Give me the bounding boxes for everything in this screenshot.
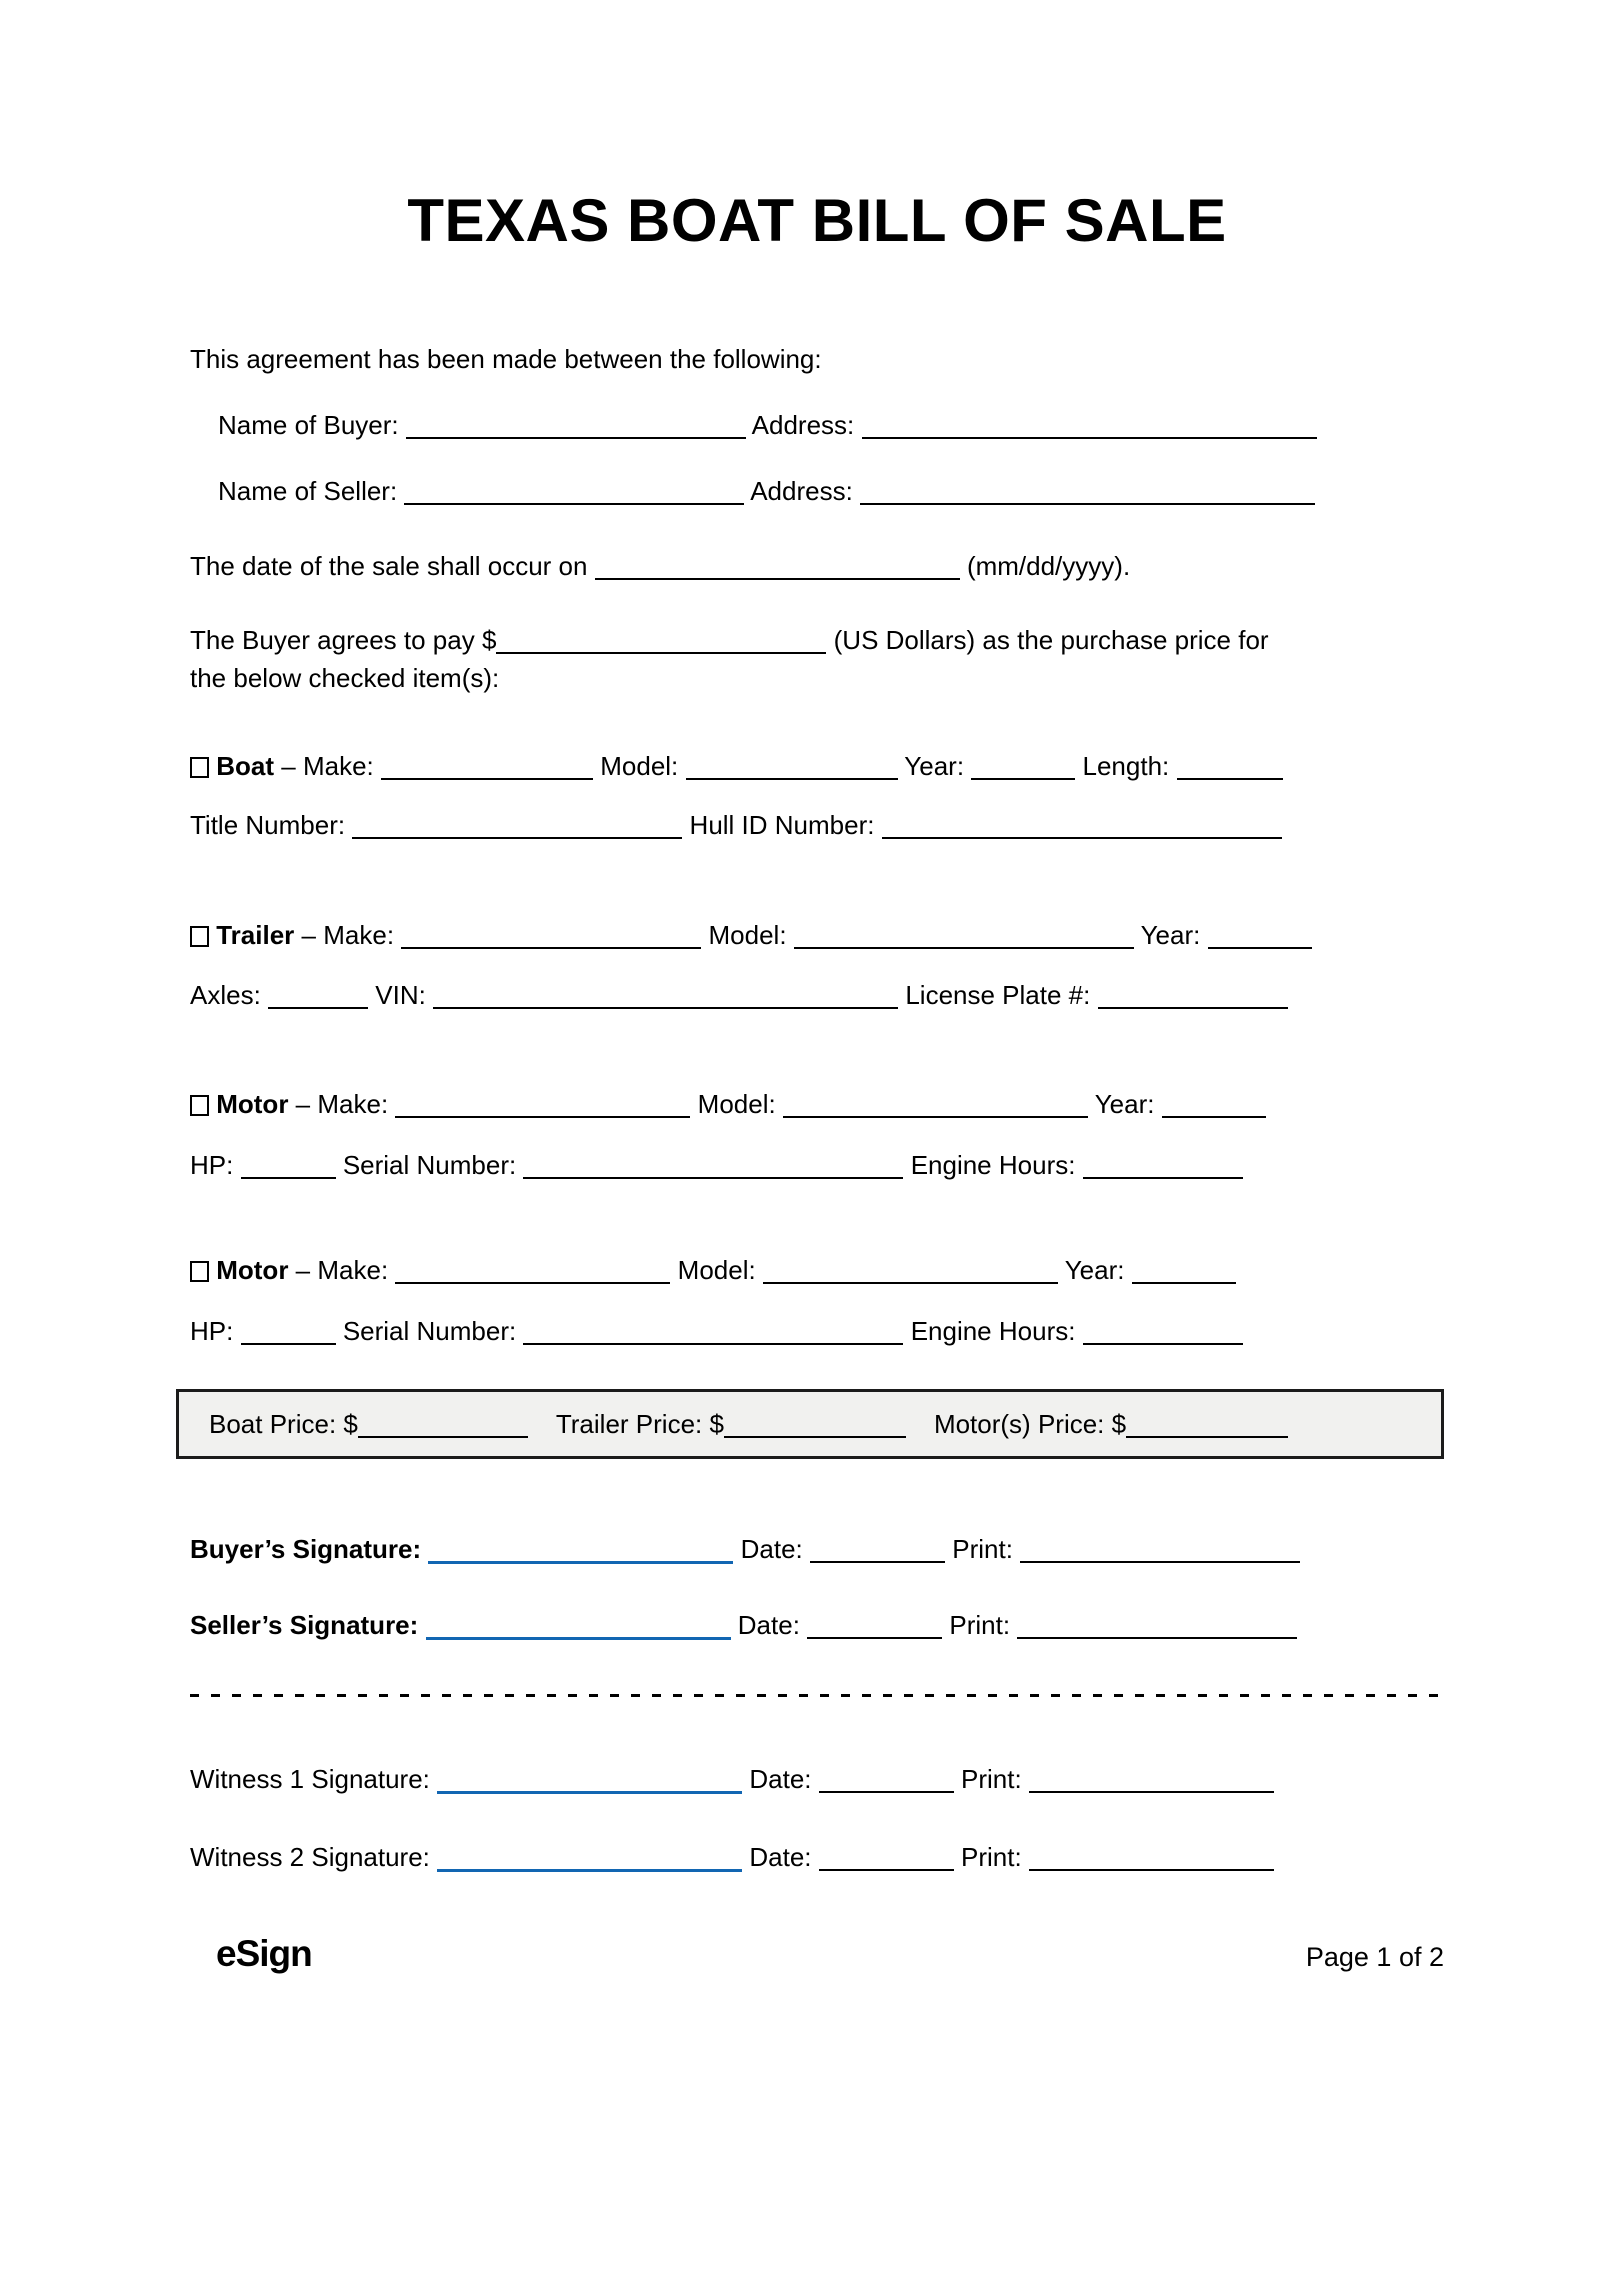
intro-label: This agreement has been made between the following: <box>190 344 822 374</box>
motor2-engine-hours-field[interactable] <box>1083 1319 1243 1345</box>
seller-signature-date-field[interactable] <box>807 1613 942 1639</box>
motor1-model-label: Model: <box>697 1088 776 1119</box>
boat-price-field[interactable] <box>358 1412 528 1438</box>
boat-make-field[interactable] <box>381 754 593 780</box>
boat-model-label: Model: <box>600 750 679 781</box>
trailer-model-field[interactable] <box>794 923 1134 949</box>
boat-hull-id-field[interactable] <box>882 813 1282 839</box>
buyer-row <box>190 409 1444 443</box>
motor2-make-field[interactable] <box>395 1258 670 1284</box>
trailer-row <box>190 919 1444 953</box>
motor2-year-field[interactable] <box>1132 1258 1236 1284</box>
seller-date-label: Date: <box>737 1609 800 1640</box>
buyer-signature-label: Buyer’s Signature: <box>190 1533 422 1564</box>
motor2-hp-field[interactable] <box>241 1319 336 1345</box>
motor2-row <box>190 1254 1444 1288</box>
boat-checkbox[interactable] <box>190 757 209 778</box>
boat-separator: – <box>281 750 296 781</box>
document-page <box>0 186 1624 1975</box>
boat-make-label: Make: <box>302 750 374 781</box>
motor1-checkbox[interactable] <box>190 1095 209 1116</box>
witness2-date-label: Date: <box>749 1842 812 1873</box>
buyer-name-field[interactable] <box>406 413 746 439</box>
trailer-license-plate-label: License Plate #: <box>905 979 1091 1010</box>
motor1-details-row <box>190 1149 1444 1183</box>
trailer-license-plate-field[interactable] <box>1098 983 1288 1009</box>
trailer-make-label: Make: <box>323 920 395 951</box>
motor1-year-field[interactable] <box>1162 1092 1266 1118</box>
boat-title-number-label: Title Number: <box>190 810 346 841</box>
seller-address-label: Address: <box>750 475 853 506</box>
sale-date-prefix: The date of the sale shall occur on <box>190 551 588 582</box>
motor1-hp-field[interactable] <box>241 1153 336 1179</box>
motor2-checkbox[interactable] <box>190 1261 209 1282</box>
seller-signature-row <box>190 1609 1444 1643</box>
payment-prefix: The Buyer agrees to pay $ <box>190 625 497 656</box>
motor2-engine-hours-label: Engine Hours: <box>910 1316 1076 1347</box>
motor2-model-field[interactable] <box>763 1258 1058 1284</box>
trailer-make-field[interactable] <box>401 923 701 949</box>
boat-year-label: Year: <box>904 750 965 781</box>
motor2-serial-label: Serial Number: <box>342 1316 517 1347</box>
seller-signature-label: Seller’s Signature: <box>190 1609 419 1640</box>
seller-row <box>190 475 1444 509</box>
trailer-vin-field[interactable] <box>433 983 898 1009</box>
motor1-make-field[interactable] <box>395 1092 690 1118</box>
boat-row <box>190 750 1444 784</box>
motor2-hp-label: HP: <box>190 1316 234 1347</box>
motor2-details-row <box>190 1315 1444 1349</box>
motor2-year-label: Year: <box>1064 1255 1125 1286</box>
intro-text <box>190 343 1444 377</box>
witness2-signature-print-field[interactable] <box>1029 1845 1274 1871</box>
motor1-serial-label: Serial Number: <box>342 1149 517 1180</box>
trailer-price-label: Trailer Price: $ <box>555 1408 724 1439</box>
payment-row <box>190 622 1444 660</box>
boat-name-label: Boat <box>216 750 275 781</box>
buyer-address-label: Address: <box>751 409 855 440</box>
motor2-name-label: Motor <box>216 1255 289 1286</box>
boat-length-field[interactable] <box>1177 754 1283 780</box>
trailer-price-field[interactable] <box>724 1412 906 1438</box>
seller-name-field[interactable] <box>404 479 744 505</box>
payment-paragraph <box>190 622 1444 697</box>
sale-date-row <box>190 550 1444 584</box>
payment-continuation: the below checked item(s): <box>190 662 500 693</box>
witness1-signature-row <box>190 1763 1444 1797</box>
witness2-print-label: Print: <box>960 1842 1022 1873</box>
sale-date-field[interactable] <box>595 554 960 580</box>
trailer-separator: – <box>301 920 316 951</box>
seller-address-field[interactable] <box>860 479 1315 505</box>
buyer-signature-row <box>190 1533 1444 1567</box>
witness1-signature-field[interactable] <box>437 1768 742 1794</box>
buyer-signature-print-field[interactable] <box>1020 1537 1300 1563</box>
motor2-separator: – <box>295 1255 311 1286</box>
boat-title-row <box>190 809 1444 843</box>
motor1-row <box>190 1088 1444 1122</box>
page-number: Page 1 of 2 <box>1305 1941 1444 1972</box>
sale-date-suffix: (mm/dd/yyyy). <box>966 551 1131 582</box>
motor1-make-label: Make: <box>317 1088 389 1119</box>
motor2-serial-number-field[interactable] <box>523 1319 903 1345</box>
trailer-year-label: Year: <box>1140 920 1201 951</box>
boat-title-number-field[interactable] <box>352 813 682 839</box>
motor1-model-field[interactable] <box>783 1092 1088 1118</box>
trailer-details-row <box>190 979 1444 1013</box>
motor2-make-label: Make: <box>317 1255 389 1286</box>
trailer-model-label: Model: <box>708 920 787 951</box>
motor1-engine-hours-label: Engine Hours: <box>910 1149 1076 1180</box>
buyer-name-label: Name of Buyer: <box>218 409 399 440</box>
boat-model-field[interactable] <box>686 754 898 780</box>
boat-hull-id-label: Hull ID Number: <box>689 810 875 841</box>
motors-price-field[interactable] <box>1126 1412 1288 1438</box>
buyer-date-label: Date: <box>740 1533 803 1564</box>
witness1-date-label: Date: <box>749 1764 812 1795</box>
motor1-year-label: Year: <box>1094 1088 1155 1119</box>
trailer-checkbox[interactable] <box>190 926 209 947</box>
witness1-signature-date-field[interactable] <box>819 1767 954 1793</box>
witness1-signature-label: Witness 1 Signature: <box>190 1764 430 1795</box>
motor1-serial-number-field[interactable] <box>523 1153 903 1179</box>
motor1-engine-hours-field[interactable] <box>1083 1153 1243 1179</box>
motor1-name-label: Motor <box>216 1088 289 1119</box>
trailer-name-label: Trailer <box>216 920 295 951</box>
motors-price-label: Motor(s) Price: $ <box>933 1408 1127 1439</box>
witness2-signature-label: Witness 2 Signature: <box>190 1842 430 1873</box>
motor2-model-label: Model: <box>677 1255 756 1286</box>
boat-year-field[interactable] <box>971 754 1075 780</box>
boat-length-label: Length: <box>1082 750 1170 781</box>
witness1-print-label: Print: <box>960 1764 1022 1795</box>
seller-signature-print-field[interactable] <box>1017 1613 1297 1639</box>
witness1-signature-print-field[interactable] <box>1029 1767 1274 1793</box>
buyer-address-field[interactable] <box>862 413 1317 439</box>
witness2-signature-row <box>190 1841 1444 1875</box>
trailer-axles-field[interactable] <box>268 983 368 1009</box>
payment-continuation-row <box>190 660 1444 698</box>
trailer-axles-label: Axles: <box>190 979 261 1010</box>
purchase-price-field[interactable] <box>496 628 826 654</box>
seller-print-label: Print: <box>949 1609 1011 1640</box>
motor1-hp-label: HP: <box>190 1149 234 1180</box>
dashed-divider <box>190 1694 1444 1697</box>
trailer-vin-label: VIN: <box>375 979 426 1010</box>
buyer-signature-field[interactable] <box>428 1538 733 1564</box>
payment-suffix: (US Dollars) as the purchase price for <box>833 625 1269 656</box>
buyer-print-label: Print: <box>952 1533 1013 1564</box>
page-footer <box>190 1933 1444 1975</box>
witness2-signature-date-field[interactable] <box>819 1845 954 1871</box>
buyer-signature-date-field[interactable] <box>810 1537 945 1563</box>
trailer-year-field[interactable] <box>1208 923 1312 949</box>
motor1-separator: – <box>295 1088 311 1119</box>
price-summary-box <box>176 1389 1444 1459</box>
boat-price-label: Boat Price: $ <box>209 1408 358 1439</box>
esign-logo: eSign <box>216 1932 312 1974</box>
seller-signature-field[interactable] <box>426 1614 731 1640</box>
seller-name-label: Name of Seller: <box>218 475 398 506</box>
page-title: TEXAS BOAT BILL OF SALE <box>407 187 1227 254</box>
witness2-signature-field[interactable] <box>437 1846 742 1872</box>
